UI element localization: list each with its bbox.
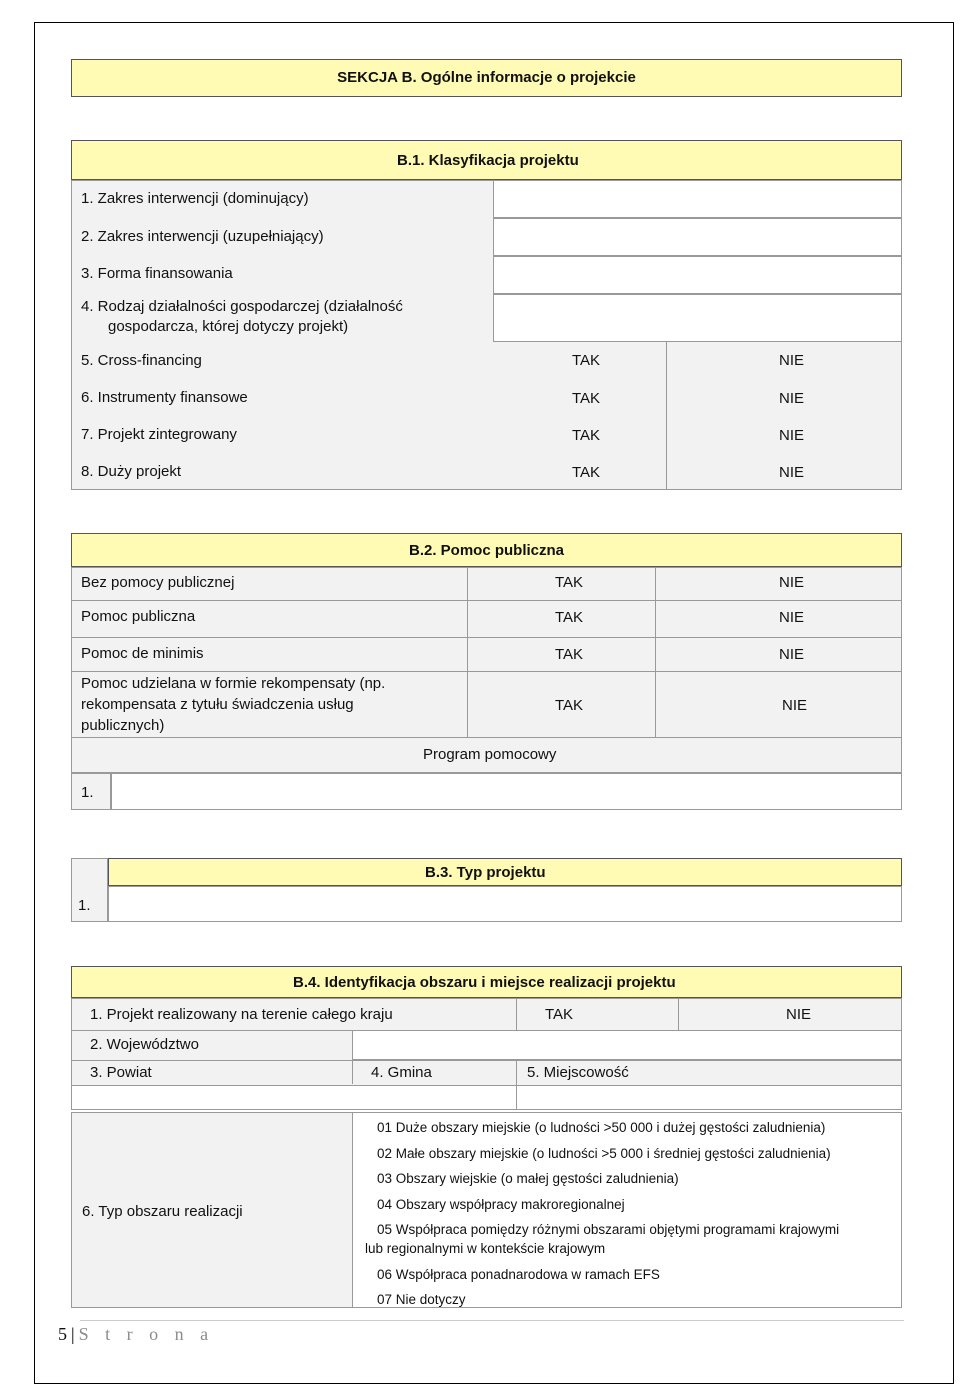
b4-county-commune-input[interactable] — [71, 1085, 517, 1110]
b4-header — [71, 966, 902, 998]
b1-header — [71, 140, 902, 180]
b4-divider-3 — [352, 1060, 353, 1084]
b4-nationwide-label: 1. Projekt realizowany na terenie całego kraju — [90, 1006, 393, 1023]
b2-compensation-yes[interactable]: TAK — [555, 697, 584, 714]
b4-option-06[interactable]: 06 Współpraca ponadnarodowa w ramach EFS — [377, 1267, 660, 1282]
b4-divider-2 — [678, 998, 679, 1030]
b2-de-minimis-no[interactable]: NIE — [779, 646, 805, 663]
b2-divider-2 — [655, 567, 656, 737]
b4-commune-label: 4. Gmina — [371, 1064, 432, 1081]
b1-row-dominant: 1. Zakres interwencji (dominujący) — [81, 190, 309, 207]
b4-rule-2 — [71, 1060, 902, 1061]
b2-public-aid-label: Pomoc publiczna — [81, 608, 196, 625]
b4-option-05[interactable]: 05 Współpraca pomiędzy różnymi obszarami objętymi programami krajowymi — [377, 1222, 840, 1237]
b4-nationwide-no[interactable]: NIE — [786, 1006, 812, 1023]
b1-integrated-project-no[interactable]: NIE — [779, 427, 805, 444]
b1-financing-form-value[interactable] — [493, 256, 902, 294]
b3-header — [108, 858, 902, 886]
b2-body — [71, 567, 902, 773]
b1-integrated-project-yes[interactable]: TAK — [572, 427, 601, 444]
b1-cross-financing-label: 5. Cross-financing — [81, 352, 202, 369]
b2-program-title: Program pomocowy — [423, 746, 557, 763]
page-label: S t r o n a — [78, 1324, 215, 1344]
b2-header — [71, 533, 902, 567]
b1-supplementary-value[interactable] — [493, 218, 902, 256]
footer-rule — [80, 1320, 904, 1321]
b4-locality-input[interactable] — [516, 1085, 902, 1110]
b1-dominant-value[interactable] — [493, 180, 902, 218]
b2-program-num-cell — [71, 773, 111, 810]
b2-rule-4 — [71, 737, 902, 738]
b4-nationwide-yes[interactable]: TAK — [545, 1006, 574, 1023]
b4-option-07[interactable]: 07 Nie dotyczy — [377, 1292, 466, 1307]
b1-integrated-project-label: 7. Projekt zintegrowany — [81, 426, 237, 443]
b1-financial-instruments-label: 6. Instrumenty finansowe — [81, 389, 248, 406]
b1-cross-financing-yes[interactable]: TAK — [572, 352, 601, 369]
b4-option-05-line2: lub regionalnymi w kontekście krajowym — [365, 1241, 606, 1256]
b3-input[interactable] — [108, 886, 902, 922]
b4-voivodeship-input[interactable] — [352, 1030, 902, 1060]
b4-divider-1 — [516, 998, 517, 1030]
b4-voivodeship-label: 2. Województwo — [90, 1036, 199, 1053]
b1-title: B.1. Klasyfikacja projektu — [397, 152, 579, 169]
b1-row-activity-line2: gospodarcza, której dotyczy projekt) — [108, 318, 349, 335]
page-number: 5 — [58, 1324, 67, 1344]
b2-compensation-label-line2: rekompensata z tytułu świadczenia usług — [81, 696, 354, 713]
b2-rule-3 — [71, 671, 902, 672]
b1-financial-instruments-yes[interactable]: TAK — [572, 390, 601, 407]
b1-activity-value[interactable] — [493, 294, 902, 342]
b4-option-04[interactable]: 04 Obszary współpracy makroregionalnej — [377, 1197, 625, 1212]
b1-row-activity: 4. Rodzaj działalności gospodarczej (działalność — [81, 298, 403, 315]
page-separator: | — [71, 1324, 75, 1344]
b4-county-label: 3. Powiat — [90, 1064, 152, 1081]
b2-program-num: 1. — [81, 784, 94, 801]
b4-option-02[interactable]: 02 Małe obszary miejskie (o ludności >5 000 i średniej gęstości zaludnienia) — [377, 1146, 831, 1161]
b2-rule-1 — [71, 600, 902, 601]
b1-financial-instruments-no[interactable]: NIE — [779, 390, 805, 407]
b2-no-aid-no[interactable]: NIE — [779, 574, 805, 591]
b4-area-type-cell — [71, 1112, 353, 1308]
b1-cross-financing-no[interactable]: NIE — [779, 352, 805, 369]
b4-title: B.4. Identyfikacja obszaru i miejsce realizacji projektu — [293, 974, 676, 991]
b3-title: B.3. Typ projektu — [425, 864, 546, 881]
b2-rule-2 — [71, 637, 902, 638]
b1-row-financing-form: 3. Forma finansowania — [81, 265, 233, 282]
page-footer — [58, 1324, 214, 1345]
b2-de-minimis-label: Pomoc de minimis — [81, 645, 204, 662]
b4-option-01[interactable]: 01 Duże obszary miejskie (o ludności >50 000 i dużej gęstości zaludnienia) — [377, 1120, 826, 1135]
b2-divider-1 — [467, 567, 468, 737]
b2-de-minimis-yes[interactable]: TAK — [555, 646, 584, 663]
b1-row-supplementary: 2. Zakres interwencji (uzupełniający) — [81, 228, 324, 245]
b1-large-project-no[interactable]: NIE — [779, 464, 805, 481]
b1-yn-divider — [666, 342, 667, 490]
b2-public-aid-no[interactable]: NIE — [779, 609, 805, 626]
b1-large-project-label: 8. Duży projekt — [81, 463, 182, 480]
b2-compensation-label: Pomoc udzielana w formie rekompensaty (np. — [81, 675, 386, 692]
b2-public-aid-yes[interactable]: TAK — [555, 609, 584, 626]
b2-no-aid-yes[interactable]: TAK — [555, 574, 584, 591]
section-title: SEKCJA B. Ogólne informacje o projekcie — [337, 69, 636, 86]
b2-compensation-label-line3: publicznych) — [81, 717, 165, 734]
section-header — [71, 59, 902, 97]
b2-program-input[interactable] — [111, 773, 902, 810]
b4-locality-label: 5. Miejscowość — [527, 1064, 629, 1081]
b4-area-type-label: 6. Typ obszaru realizacji — [82, 1203, 243, 1220]
b2-no-aid-label: Bez pomocy publicznej — [81, 574, 235, 591]
b1-large-project-yes[interactable]: TAK — [572, 464, 601, 481]
b2-compensation-no[interactable]: NIE — [782, 697, 808, 714]
b2-title: B.2. Pomoc publiczna — [409, 542, 565, 559]
b4-option-03[interactable]: 03 Obszary wiejskie (o małej gęstości zaludnienia) — [377, 1171, 679, 1186]
b3-num-cell — [71, 858, 108, 922]
b3-num: 1. — [78, 897, 91, 914]
